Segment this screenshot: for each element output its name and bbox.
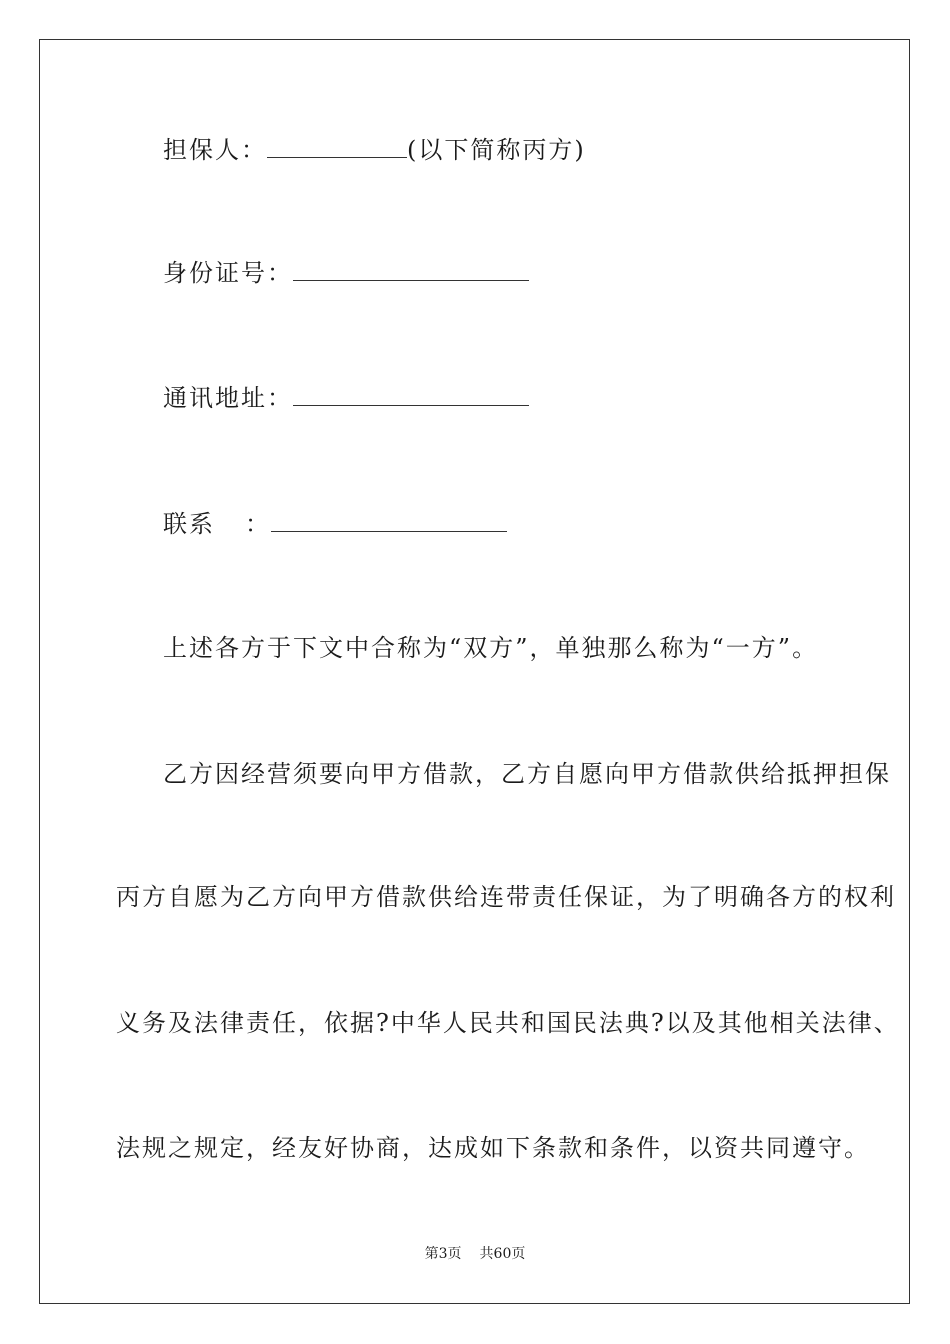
paragraph-2-line-2: 丙方自愿为乙方向甲方借款供给连带责任保证，为了明确各方的权利 <box>116 883 896 911</box>
contact-label: 联系 <box>163 510 215 538</box>
address-line <box>163 383 529 413</box>
contact-colon: ： <box>245 510 271 538</box>
page-footer <box>0 1245 950 1263</box>
guarantor-blank[interactable] <box>267 135 407 158</box>
contact-line <box>163 509 507 539</box>
guarantor-line <box>163 135 586 165</box>
id-number-label: 身份证号： <box>163 259 293 287</box>
id-number-blank[interactable] <box>293 258 529 281</box>
paragraph-2-line-3: 义务及法律责任，依据?中华人民共和国民法典?以及其他相关法律、 <box>116 1009 900 1037</box>
contact-blank[interactable] <box>271 509 507 532</box>
guarantor-note: (以下简称丙方) <box>407 136 586 164</box>
page-border <box>39 39 910 1304</box>
address-label: 通讯地址： <box>163 384 293 412</box>
address-blank[interactable] <box>293 383 529 406</box>
paragraph-1: 上述各方于下文中合称为“双方”，单独那么称为“一方”。 <box>163 634 819 662</box>
id-number-line <box>163 258 529 288</box>
guarantor-label: 担保人： <box>163 136 267 164</box>
paragraph-2-line-1: 乙方因经营须要向甲方借款，乙方自愿向甲方借款供给抵押担保 <box>163 760 891 788</box>
page-number: 第3页 <box>424 1246 462 1262</box>
page-total: 共60页 <box>479 1246 526 1262</box>
paragraph-2-line-4: 法规之规定，经友好协商，达成如下条款和条件，以资共同遵守。 <box>116 1134 870 1162</box>
